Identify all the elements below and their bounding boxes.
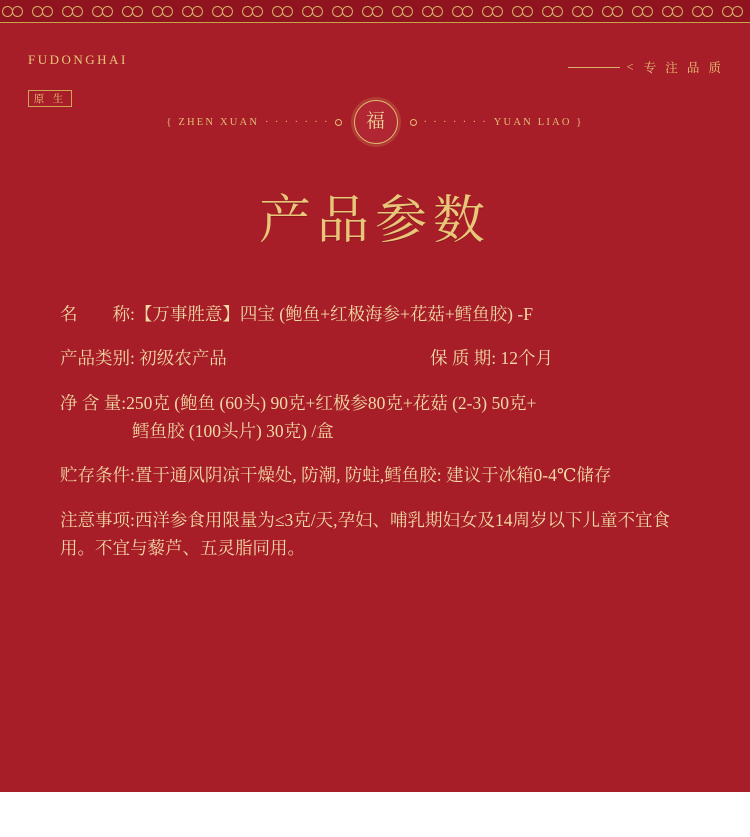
- spec-label-shelflife: 保 质 期:: [430, 348, 497, 369]
- pinyin-left-group: [166, 117, 342, 128]
- pinyin-left-text: { ZHEN XUAN: [166, 116, 260, 128]
- knot-icon: [510, 4, 540, 18]
- decorative-top-border: [0, 0, 750, 23]
- knot-icon: [540, 4, 570, 18]
- knot-icon: [420, 4, 450, 18]
- pinyin-right-text: YUAN LIAO }: [493, 116, 584, 128]
- spec-row-name: [60, 300, 690, 328]
- spec-value-shelflife: 12个月: [500, 348, 553, 369]
- spec-value-storage: 置于通风阴凉干燥处, 防潮, 防蛀,鳕鱼胶: 建议于冰箱0-4℃储存: [134, 465, 612, 486]
- knot-icon: [390, 4, 420, 18]
- spec-row-net-weight: [60, 389, 690, 446]
- spec-list: [60, 300, 690, 578]
- knot-icon: [630, 4, 660, 18]
- knot-icon: [120, 4, 150, 18]
- knot-icon: [690, 4, 720, 18]
- knot-icon: [60, 4, 90, 18]
- spec-label-notice: 注意事项:: [60, 509, 135, 530]
- knot-icon: [30, 4, 60, 18]
- fu-seal-icon: 福: [354, 100, 398, 144]
- brand-badge: 原 生: [28, 90, 72, 107]
- fu-emblem-row: [0, 100, 750, 144]
- knot-icon: [330, 4, 360, 18]
- tagline-text: 专 注 品 质: [643, 61, 724, 75]
- knot-icon: [480, 4, 510, 18]
- knot-icon: [720, 4, 750, 18]
- knot-icon: [360, 4, 390, 18]
- knot-icon: [150, 4, 180, 18]
- brand-name: FUDONGHAI: [28, 52, 128, 67]
- knot-icon: [240, 4, 270, 18]
- circle-dot-icon: [410, 119, 417, 126]
- knot-pattern-row: [0, 0, 750, 22]
- dots-left: · · · · · · ·: [265, 116, 330, 128]
- circle-dot-icon: [335, 119, 342, 126]
- spec-category-group: [60, 344, 430, 372]
- knot-icon: [180, 4, 210, 18]
- knot-icon: [570, 4, 600, 18]
- knot-icon: [660, 4, 690, 18]
- knot-icon: [600, 4, 630, 18]
- knot-icon: [0, 4, 30, 18]
- spec-value-category: 初级农产品: [139, 348, 227, 369]
- spec-shelflife-group: [430, 344, 553, 372]
- tagline-rule: [568, 67, 620, 68]
- spec-value-name: 【万事胜意】四宝 (鲍鱼+红极海参+花菇+鳕鱼胶) -F: [134, 304, 533, 324]
- knot-icon: [210, 4, 240, 18]
- footer-whitespace: [0, 792, 750, 837]
- pinyin-right-group: [410, 117, 583, 128]
- dots-right: · · · · · · ·: [423, 116, 488, 128]
- page-title: 产品参数: [258, 193, 491, 250]
- spec-label-name: 名 称:: [60, 304, 135, 324]
- spec-row-storage: [60, 461, 690, 489]
- spec-value-net-weight: 250克 (鲍鱼 (60头) 90克+红极参80克+花菇 (2-3) 50克+: [126, 392, 537, 413]
- tagline: [568, 58, 724, 76]
- knot-icon: [450, 4, 480, 18]
- tagline-bracket: <: [626, 59, 637, 74]
- knot-icon: [300, 4, 330, 18]
- spec-value-notice: 西洋参食用限量为≤3克/天,孕妇、哺乳期妇女及14周岁以下儿童不宜食用。不宜与藜芦、五灵脂同用。: [60, 509, 670, 559]
- spec-label-net-weight: 净 含 量:: [60, 392, 127, 413]
- spec-label-category: 产品类别:: [60, 348, 135, 369]
- knot-icon: [90, 4, 120, 18]
- spec-label-storage: 贮存条件:: [60, 465, 135, 486]
- knot-icon: [270, 4, 300, 18]
- spec-row-notice: [60, 506, 690, 563]
- spec-value-net-weight-line2: 鳕鱼胶 (100头片) 30克) /盒: [132, 421, 334, 442]
- spec-row-category: [60, 344, 690, 372]
